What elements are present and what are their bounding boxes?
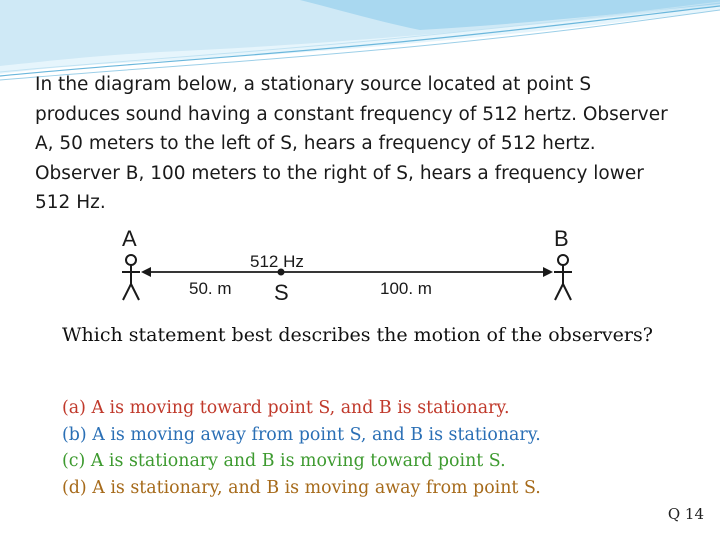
option-a[interactable]: (a) A is moving toward point S, and B is stationary. [62, 398, 510, 418]
left-distance-label: 50. m [189, 279, 232, 298]
right-distance-label: 100. m [380, 279, 432, 298]
observer-b-icon [554, 255, 572, 300]
doppler-diagram [117, 222, 587, 306]
option-d[interactable]: (d) A is stationary, and B is moving away from point S. [62, 477, 541, 498]
observer-a-label: A [122, 226, 137, 251]
frequency-label: 512 Hz [250, 252, 304, 271]
prompt-text: Which statement best describes the motion of the observers? [62, 324, 653, 346]
observer-a-icon [122, 255, 140, 300]
question-text: In the diagram below, a stationary source located at point S produces sound having a constant frequency of 512 hertz. Observer A, 50 meters to the left of S, hears a frequency of 512 hertz. Observer B, 100 meters to the right of S, hears a frequency lower 512 Hz. [35, 74, 668, 213]
slide-number: Q 14 [667, 505, 704, 523]
option-c[interactable]: (c) A is stationary and B is moving toward point S. [62, 451, 506, 471]
source-label: S [274, 280, 289, 305]
distance-arrow [141, 267, 553, 277]
observer-b-label: B [554, 226, 569, 251]
option-b[interactable]: (b) A is moving away from point S, and B is stationary. [62, 424, 541, 445]
answer-options [62, 395, 702, 501]
